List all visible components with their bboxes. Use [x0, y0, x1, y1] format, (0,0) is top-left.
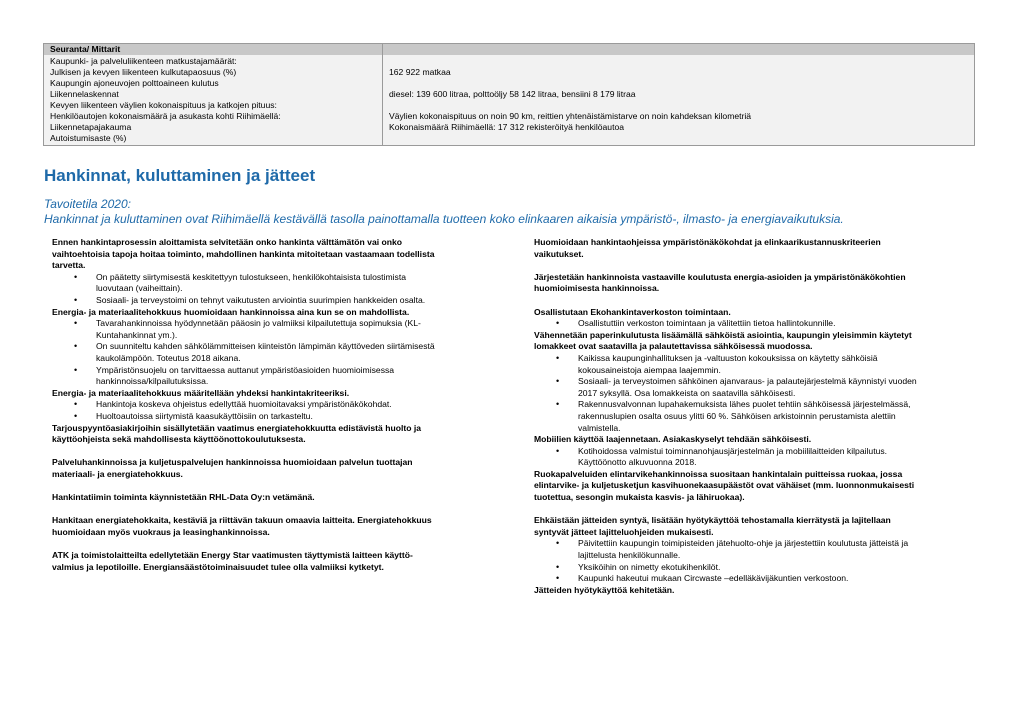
list-item	[52, 272, 492, 295]
list-item	[534, 538, 974, 561]
text-line: Päivitettiin kaupungin toimipisteiden jätehuolto-ohje ja järjestettiin koulutusta jätteistä ja	[578, 538, 909, 549]
metric-value: 162 922 matkaa	[389, 67, 451, 77]
text-line: käyttöohjeista sekä mahdollisesta käyttöönottokoulutuksesta.	[52, 434, 306, 445]
metric-value	[389, 56, 969, 67]
text-line: On suunniteltu kahden sähkölämmitteisen kiinteistön lämpimän käyttöveden siirtämisestä	[96, 341, 435, 352]
paragraph	[534, 272, 974, 295]
text-line: On päätetty siirtymisestä keskitettyyn tulostukseen, henkilökohtaisista tulostimista	[96, 271, 406, 282]
metrics-table-header: Seuranta/ Mittarit	[44, 44, 974, 55]
text-line: Järjestetään hankinnoista vastaaville koulutusta energia-asioiden ja ympäristönäkökohtien	[534, 271, 906, 282]
text-line: Huomioidaan hankintaohjeissa ympäristönäkökohdat ja elinkaarikustannuskriteerien	[534, 237, 881, 247]
text-line: syntyvät jätteet lajitteluohjeiden mukaisesti.	[534, 526, 714, 537]
text-line: Rakennusvalvonnan lupahakemuksista lähes puolet tehtiin sähköisessä järjestelmässä,	[578, 399, 911, 410]
text-line: lomakkeet ovat saatavilla ja palautettavissa sähköisessä muodossa.	[534, 341, 813, 352]
metric-label: Kaupungin ajoneuvojen polttoaineen kulutus	[50, 78, 219, 88]
text-line: Sosiaali- ja terveystoimi on tehnyt vaikutusten arviointia suurimpien hankkeiden osalta.	[96, 294, 426, 305]
bullet-list	[534, 318, 974, 330]
list-item	[52, 295, 492, 307]
metric-label: Autoistumisaste (%)	[50, 133, 127, 143]
metric-label: Henkilöautojen kokonaismäärä ja asukasta kohti Riihimäellä:	[50, 111, 281, 121]
metrics-left-column	[50, 56, 380, 144]
text-line: Käyttöönotto alkuvuonna 2018.	[578, 457, 697, 468]
list-item	[534, 573, 974, 585]
paragraph	[52, 237, 492, 272]
text-line: Tarjouspyyntöasiakirjoihin sisällytetään vaatimus energiatehokkuutta edistävistä huolto ja	[52, 422, 422, 433]
metric-label: Kaupunki- ja palveluliikenteen matkustajamäärät:	[50, 56, 237, 66]
metric-value	[389, 78, 969, 89]
text-line: huomioimisesta hankinnoissa.	[534, 283, 660, 294]
paragraph: Mobiilien käyttöä laajennetaan. Asiakaskyselyt tehdään sähköisesti.	[534, 434, 812, 445]
paragraph: Energia- ja materiaalitehokkuus määritellään yhdeksi hankintakriteeriksi.	[52, 387, 350, 398]
text-line: huomioidaan myös vuokraus ja leasinghankinnoissa.	[52, 526, 270, 537]
column-divider	[382, 44, 383, 145]
goal-label: Tavoitetila 2020:	[44, 197, 131, 211]
text-line: tarvetta.	[52, 260, 86, 271]
metric-label: Liikennelaskennat	[50, 89, 119, 99]
text-line: Hankitaan energiatehokkaita, kestäviä ja riittävän takuun omaavia laitteita. Energiatehokkuus	[52, 515, 432, 526]
metric-value: Väylien kokonaispituus on noin 90 km, reittien yhtenäistämistarve on noin kahdeksan kilometriä	[389, 111, 752, 121]
spacer	[52, 480, 492, 492]
paragraph	[534, 469, 974, 504]
text-line: Kaupunki hakeutui mukaan Circwaste –edelläkävijäkuntien verkostoon.	[578, 573, 849, 584]
bullet-list	[534, 446, 974, 469]
metric-value	[389, 100, 969, 111]
text-line: Hankintoja koskeva ohjeistus edellyttää huomioitavaksi ympäristönäkökohdat.	[96, 399, 392, 410]
list-item	[534, 353, 974, 376]
left-column	[52, 237, 492, 573]
bullet-list	[52, 318, 492, 388]
spacer	[52, 538, 492, 550]
text-line: Kuntahankinnat ym.).	[96, 329, 178, 340]
list-item	[534, 399, 974, 434]
text-line: Vähennetään paperinkulutusta lisäämällä sähköistä asiointia, kaupungin yleisimmin käytetyt	[534, 329, 912, 340]
text-line: elintarvike- ja kuljetusketjun kasvihuonekaasupäästöt ovat vähäiset (mm. luonnonmukaisesti	[534, 480, 915, 491]
bullet-list	[52, 399, 492, 422]
paragraph	[52, 550, 492, 573]
text-line: Ruokapalveluiden elintarvikehankinnoissa suositaan hankintalain puitteissa ruokaa, jossa	[534, 468, 903, 479]
text-line: kokousaineistoja aiempaa laajemmin.	[578, 364, 721, 375]
list-item	[534, 562, 974, 574]
text-line: lajittelusta henkilökunnalle.	[578, 550, 681, 561]
text-line: Ehkäistään jätteiden syntyä, lisätään hyötykäyttöä tehostamalla kierrätystä ja lajitellaan	[534, 515, 891, 526]
text-line: Ennen hankintaprosessin aloittamista selvitetään onko hankinta välttämätön vai onko	[52, 237, 403, 247]
spacer	[52, 446, 492, 458]
metric-value: diesel: 139 600 litraa, polttoöljy 58 142 litraa, bensiini 8 179 litraa	[389, 89, 636, 99]
list-item	[52, 318, 492, 341]
goal-text: Hankinnat ja kuluttaminen ovat Riihimäellä kestävällä tasolla painottamalla tuotteen koko elinkaaren aikaisia ympäristö-, ilmasto- ja energiavaikutuksia.	[44, 212, 844, 226]
paragraph	[534, 330, 974, 353]
paragraph	[534, 515, 974, 538]
text-line: Palveluhankinnoissa ja kuljetuspalvelujen hankinnoissa huomioidaan palvelun tuottajan	[52, 457, 413, 468]
text-line: rakennuslupien osalta osuus ylitti 60 %. Sähköisen arkistoinnin perustamista alettiin	[578, 410, 896, 421]
paragraph	[52, 515, 492, 538]
text-line: tuotettua, sesongin mukaista kasvis- ja lähiruokaa).	[534, 492, 745, 503]
text-line: Yksiköihin on nimetty ekotukihenkilöt.	[578, 561, 721, 572]
list-item	[534, 318, 974, 330]
text-line: valmius ja lepotiloille. Energiansäästötoiminaisuudet tulee olla valmiiksi kytketyt.	[52, 561, 384, 572]
text-line: Osallistuttiin verkoston toimintaan ja välitettiin tietoa hallintokunnille.	[578, 318, 836, 329]
spacer	[534, 260, 974, 272]
text-line: vaikutukset.	[534, 248, 584, 259]
section-title: Hankinnat, kuluttaminen ja jätteet	[44, 166, 316, 185]
text-line: Ympäristönsuojelu on tarvittaessa auttanut ympäristöasioiden huomioimisessa	[96, 364, 395, 375]
text-line: vaihtoehtoisia tapoja hoitaa toiminto, mahdollinen hankinta mitoitetaan vastaamaan todellista	[52, 248, 435, 259]
paragraph	[52, 423, 492, 446]
spacer	[534, 295, 974, 307]
right-column	[534, 237, 974, 596]
text-line: Kotihoidossa valmistui toiminnanohjausjärjestelmän ja mobiililaitteiden kilpailutus.	[578, 445, 888, 456]
bullet-list	[52, 272, 492, 307]
text-line: ATK ja toimistolaitteilta edellytetään Energy Star vaatimusten täyttymistä laitteen käyttö-	[52, 550, 413, 561]
text-line: materiaali- ja energiatehokkuus.	[52, 468, 183, 479]
text-line: 2017 syksyllä. Osa lomakkeista on saatavilla sähköisesti.	[578, 387, 796, 398]
spacer	[52, 504, 492, 516]
paragraph	[52, 457, 492, 480]
list-item	[534, 376, 974, 399]
text-line: Sosiaali- ja terveystoimen sähköinen ajanvaraus- ja palautejärjestelmä käynnistyi vuoden	[578, 376, 917, 387]
metric-value	[389, 133, 969, 144]
list-item	[52, 341, 492, 364]
text-line: valmistella.	[578, 422, 621, 433]
metrics-right-column	[389, 56, 969, 144]
list-item	[52, 365, 492, 388]
metric-label: Julkisen ja kevyen liikenteen kulkutapaosuus (%)	[50, 67, 237, 77]
list-item	[52, 411, 492, 423]
metric-label: Kevyen liikenteen väylien kokonaispituus ja katkojen pituus:	[50, 100, 277, 110]
paragraph	[534, 237, 974, 260]
text-line: Tavarahankinnoissa hyödynnetään pääosin jo valmiiksi kilpailutettuja sopimuksia (KL-	[96, 318, 421, 329]
bullet-list	[534, 353, 974, 434]
text-line: luovutaan (vaiheittain).	[96, 283, 183, 294]
metric-value: Kokonaismäärä Riihimäellä: 17 312 rekisteröityä henkilöautoa	[389, 122, 625, 132]
text-line: Huoltoautoissa siirtymistä kaasukäyttöisiin on tarkasteltu.	[96, 410, 313, 421]
paragraph: Hankintatiimin toiminta käynnistetään RHL-Data Oy:n vetämänä.	[52, 492, 315, 503]
spacer	[534, 504, 974, 516]
text-line: Kaikissa kaupunginhallituksen ja -valtuuston kokouksissa on käytetty sähköisiä	[578, 352, 878, 363]
paragraph: Osallistutaan Ekohankintaverkoston toimintaan.	[534, 306, 731, 317]
metrics-table	[43, 43, 975, 146]
bullet-list	[534, 538, 974, 584]
text-line: kaukolämpöön. Toteutus 2018 aikana.	[96, 352, 241, 363]
metric-label: Liikennetapajakauma	[50, 122, 132, 132]
paragraph: Energia- ja materiaalitehokkuus huomioidaan hankinnoissa aina kun se on mahdollista.	[52, 306, 410, 317]
paragraph: Jätteiden hyötykäyttöä kehitetään.	[534, 584, 675, 595]
list-item	[534, 446, 974, 469]
text-line: hankinnoissa/kilpailutuksissa.	[96, 376, 209, 387]
list-item	[52, 399, 492, 411]
